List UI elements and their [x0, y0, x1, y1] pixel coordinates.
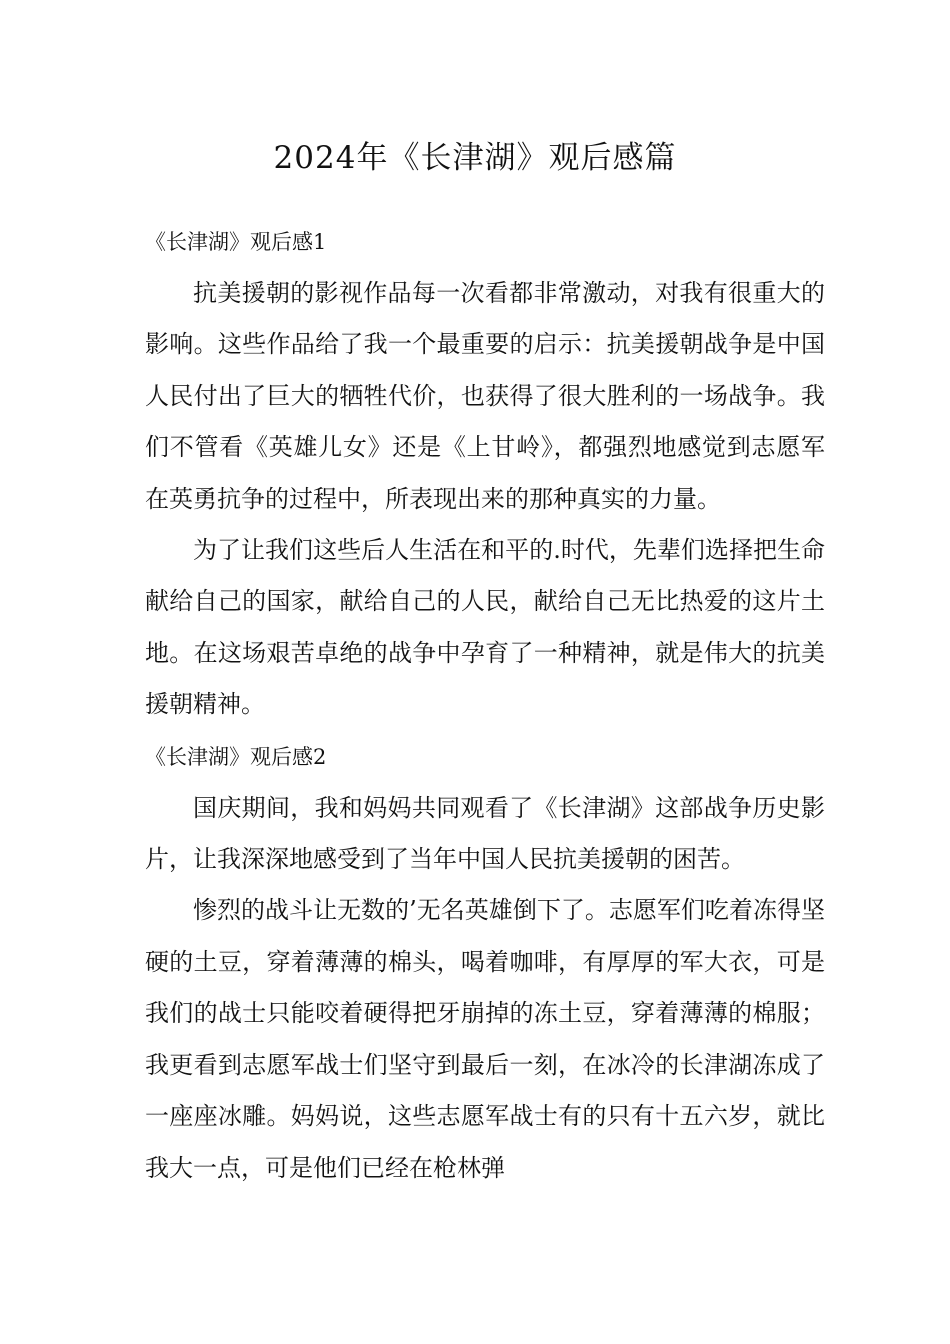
section-1 — [145, 216, 825, 731]
paragraph: 国庆期间，我和妈妈共同观看了《长津湖》这部战争历史影片，让我深深地感受到了当年中国人民抗美援朝的困苦。 — [145, 793, 825, 874]
document-body — [145, 216, 825, 1194]
paragraph: 惨烈的战斗让无数的’无名英雄倒下了。志愿军们吃着冻得坚硬的土豆，穿着薄薄的棉头，喝着咖啡，有厚厚的军大衣，可是我们的战士只能咬着硬得把牙崩掉的冻土豆，穿着薄薄的棉服；我更看到志愿军战士们坚守到最后一刻，在冰冷的长津湖冻成了一座座冰雕。妈妈说，这些志愿军战士有的只有十五六岁，就比我大一点，可是他们已经在枪林弹 — [145, 896, 825, 1182]
section-heading: 《长津湖》观后感2 — [145, 744, 327, 769]
document-title: 2024年《长津湖》观后感篇 — [273, 140, 677, 176]
section-heading: 《长津湖》观后感1 — [145, 230, 327, 254]
paragraph: 抗美援朝的影视作品每一次看都非常激动，对我有很重大的影响。这些作品给了我一个最重要的启示：抗美援朝战争是中国人民付出了巨大的牺牲代价，也获得了很大胜利的一场战争。我们不管看《英雄儿女》还是《上甘岭》，都强烈地感觉到志愿军在英勇抗争的过程中，所表现出来的那种真实的力量。 — [145, 279, 825, 513]
paragraph: 为了让我们这些后人生活在和平的.时代，先辈们选择把生命献给自己的国家，献给自己的人民，献给自己无比热爱的这片土地。在这场艰苦卓绝的战争中孕育了一种精神，就是伟大的抗美援朝精神。 — [145, 536, 825, 719]
section-2 — [145, 731, 825, 1194]
